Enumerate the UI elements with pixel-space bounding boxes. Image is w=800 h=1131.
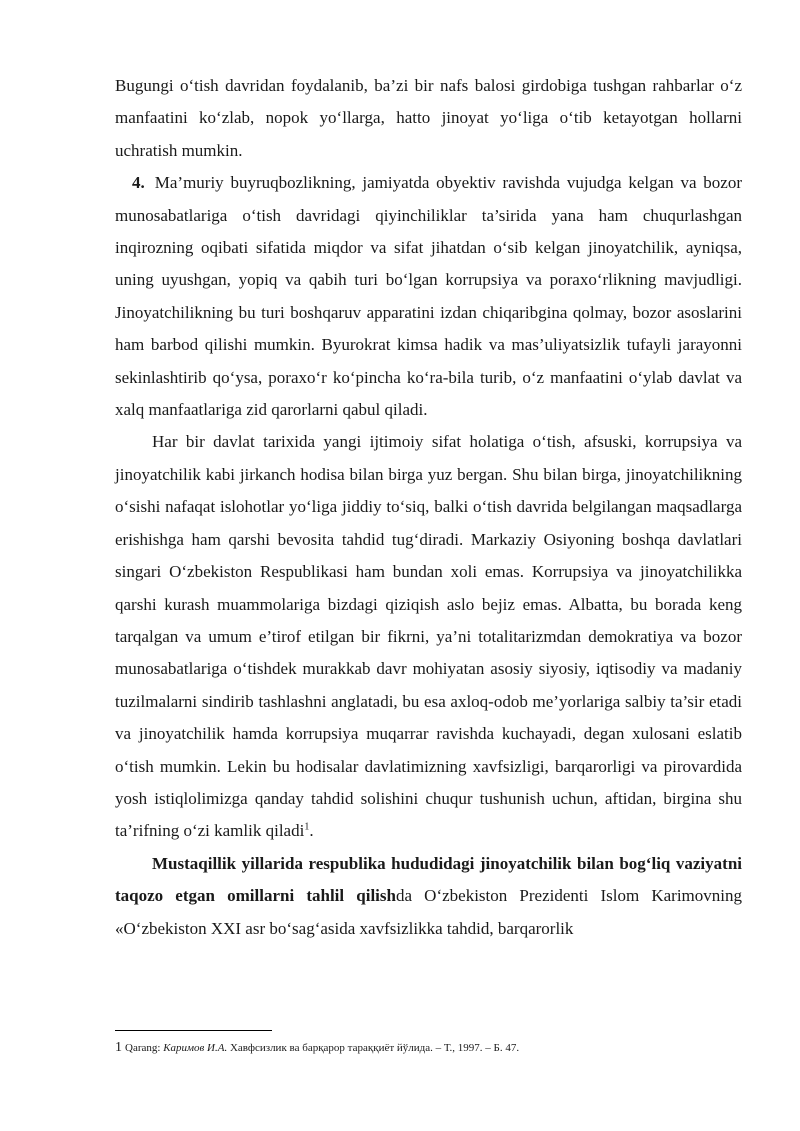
paragraph-3 xyxy=(115,426,742,847)
paragraph-1-text: Bugungi o‘tish davridan foydalanib, ba’zi bir nafs balosi girdobiga tushgan rahbarlar o‘z manfaatini ko‘zlab, nopok yo‘llarga, hatto jinoyat yo‘liga o‘tib ketayotgan hollarni uchratish mumkin. xyxy=(115,76,742,160)
footnote xyxy=(115,1040,742,1056)
footnote-number: 1 xyxy=(115,1040,122,1055)
body-text xyxy=(115,70,742,945)
paragraph-2-text: Ma’muriy buyruqbozlikning, jamiyatda obyektiv ravishda vujudga kelgan va bozor munosabatlariga o‘tish davridagi qiyinchiliklar ta’sirida yana ham chuqurlashgan inqirozning oqibati sifatida miqdor va sifat jihatdan o‘sib kelgan jinoyatchilik, ayniqsa, uning uyushgan, yopiq va qabih turi bo‘lgan korrupsiya va poraxo‘rlikning mavjudligi. Jinoyatchilikning bu turi boshqaruv apparatini izdan chiqaribgina qolmay, bozor asoslarini ham barbod qilishi mumkin. Byurokrat kimsa hadik va mas’uliyatsizlik tufayli jarayonni sekinlashtirib qo‘ysa, poraxo‘r ko‘pincha ko‘ra-bila turib, o‘z manfaatini o‘ylab davlat va xalq manfaatlariga zid qarorlarni qabul qiladi. xyxy=(115,173,742,420)
footnote-text: Хавфсизлик ва барқарор тараққиёт йўлида. – Т., 1997. – Б. 47. xyxy=(227,1042,520,1054)
paragraph-3-end: . xyxy=(309,821,314,841)
paragraph-2 xyxy=(115,167,742,426)
footnote-divider xyxy=(115,1030,272,1031)
paragraph-1 xyxy=(115,70,742,167)
footnote-author: Каримов И.А. xyxy=(163,1042,228,1054)
footnote-prefix: Qarang: xyxy=(125,1042,164,1054)
paragraph-3-text: Har bir davlat tarixida yangi ijtimoiy sifat holatiga o‘tish, afsuski, korrupsiya va jinoyatchilik kabi jirkanch hodisa bilan birga yuz bergan. Shu bilan birga, jinoyatchilikning o‘sishi nafaqat islohotlar yo‘liga jiddiy to‘siq, balki o‘tish davrida belgilangan maqsadlarga erishishga ham qarshi bevosita tahdid tug‘diradi. Markaziy Osiyoning boshqa davlatlari singari O‘zbekiston Respublikasi ham bundan xoli emas. Korrupsiya va jinoyatchilikka qarshi kurash muammolariga bizdagi qiziqish aslo bejiz emas. Albatta, bu borada keng tarqalgan va umum e’tirof etilgan bir fikrni, ya’ni totalitarizmdan demokratiya va bozor munosabatlariga o‘tishdek murakkab davr mohiyatan asosiy siyosiy, iqtisodiy va madaniy tuzilmalarni sindirib tashlashni anglatadi, bu esa axloq-odob me’yorlariga salbiy ta’sir etadi va jinoyatchilik hamda korrupsiya muqarrar ravishda kuchayadi, degan xulosani eslatib o‘tish mumkin. Lekin bu hodisalar davlatimizning xavfsizligi, barqarorligi va pirovardida yosh istiqlolimizga qanday tahdid solishini chuqur tushunish uchun, aftidan, birgina shu ta’rifning o‘zi kamlik qiladi xyxy=(115,432,742,841)
footnote-ref[interactable]: 1 xyxy=(304,821,310,833)
paragraph-4 xyxy=(115,848,742,945)
paragraph-4-bold: Mustaqillik yillarida respublika hududidagi jinoyatchilik bilan bog‘liq vaziyatni taqozo etgan omillarni tahlil qilish xyxy=(115,853,742,906)
paragraph-4-text: da O‘zbekiston Prezidenti Islom Karimovning «O‘zbekiston XXI asr bo‘sag‘asida xavfsizlikka tahdid, barqarorlik xyxy=(115,886,743,938)
list-number: 4. xyxy=(132,173,145,193)
